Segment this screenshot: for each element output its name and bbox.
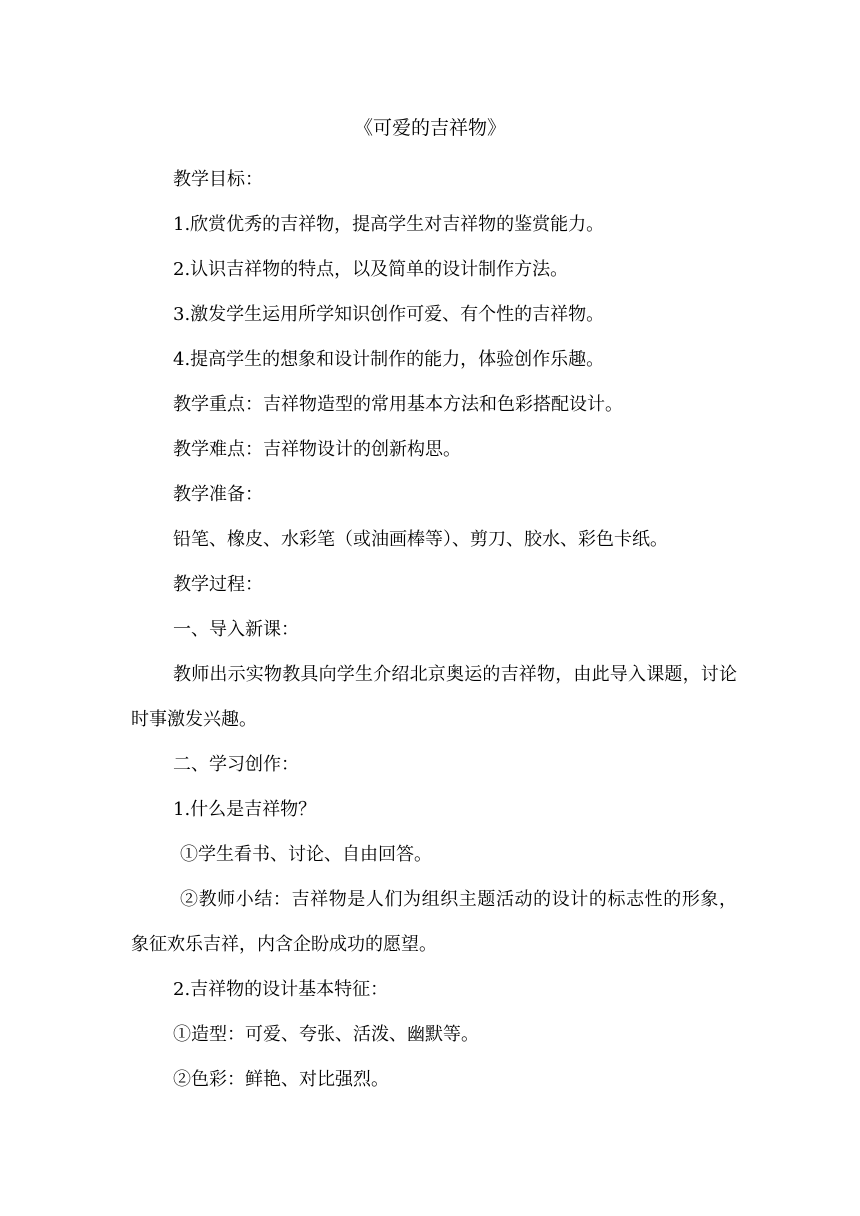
objective-item: 3.激发学生运用所学知识创作可爱、有个性的吉祥物。	[173, 304, 605, 325]
question-heading: 1.什么是吉祥物？	[173, 799, 317, 820]
list-item: ①学生看书、讨论、自由回答。	[180, 844, 432, 865]
teacher-summary: ②教师小结：吉祥物是人们为组织主题活动的设计的标志性的形象，象征欢乐吉祥，内含企盼成功的愿望。	[131, 889, 737, 955]
document-body	[131, 157, 737, 1102]
objective-item: 4.提高学生的想象和设计制作的能力，体验创作乐趣。	[173, 349, 605, 370]
section-heading-objectives: 教学目标：	[173, 169, 263, 190]
features-heading: 2.吉祥物的设计基本特征：	[173, 979, 389, 1000]
section-heading-preparation: 教学准备：	[173, 484, 263, 505]
difficult-points: 教学难点：吉祥物设计的创新构思。	[173, 439, 461, 460]
document-title: 《可爱的吉祥物》	[353, 117, 506, 139]
objective-item: 1.欣赏优秀的吉祥物，提高学生对吉祥物的鉴赏能力。	[173, 214, 605, 235]
subsection-heading-creation: 二、学习创作：	[173, 754, 299, 775]
subsection-heading-intro: 一、导入新课：	[173, 619, 299, 640]
materials-list: 铅笔、橡皮、水彩笔（或油画棒等）、剪刀、胶水、彩色卡纸。	[173, 529, 668, 550]
key-points: 教学重点：吉祥物造型的常用基本方法和色彩搭配设计。	[173, 394, 623, 415]
intro-paragraph: 教师出示实物教具向学生介绍北京奥运的吉祥物，由此导入课题，讨论时事激发兴趣。	[131, 664, 737, 730]
section-heading-process: 教学过程：	[173, 574, 263, 595]
objective-item: 2.认识吉祥物的特点，以及简单的设计制作方法。	[173, 259, 569, 280]
feature-item: ①造型：可爱、夸张、活泼、幽默等。	[173, 1024, 479, 1045]
feature-item: ②色彩：鲜艳、对比强烈。	[173, 1069, 389, 1090]
